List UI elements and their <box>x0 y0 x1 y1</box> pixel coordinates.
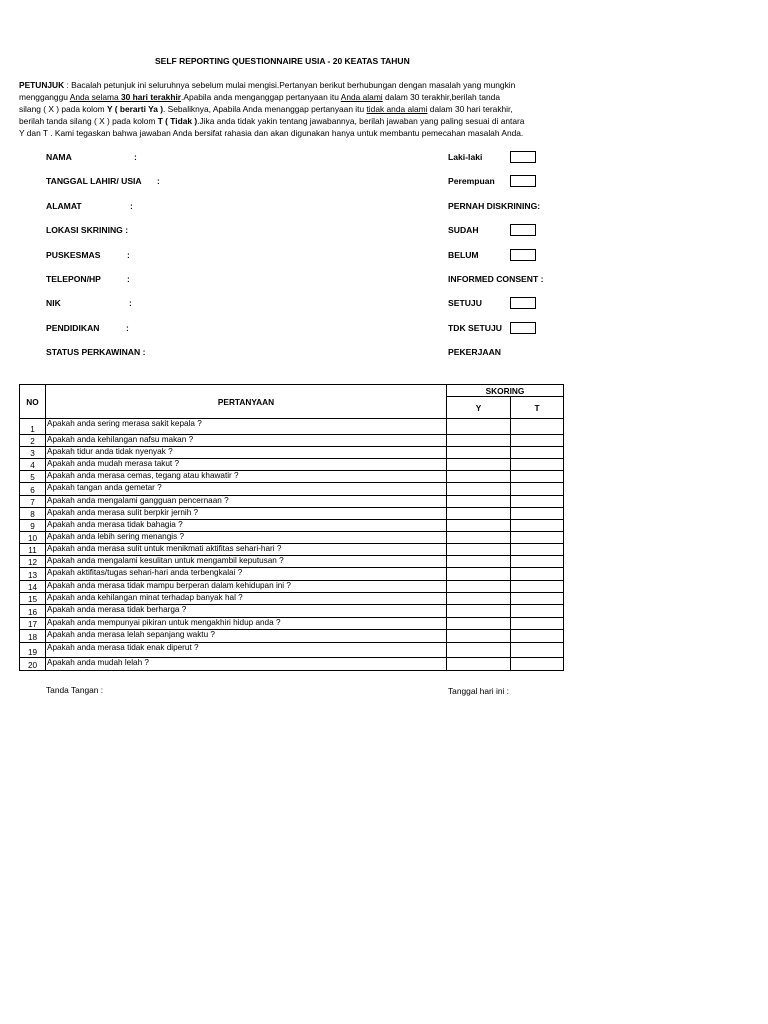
field-tanggal-lahir-label: TANGGAL LAHIR/ USIA <box>46 176 142 186</box>
table-row <box>20 581 564 593</box>
table-row <box>20 618 564 630</box>
gender-female-label: Perempuan <box>448 176 495 186</box>
answer-no-cell[interactable] <box>511 532 564 544</box>
row-number: 6 <box>20 483 46 496</box>
table-row <box>20 496 564 508</box>
row-number: 14 <box>20 581 46 593</box>
gender-male-label: Laki-laki <box>448 152 483 162</box>
answer-yes-cell[interactable] <box>447 483 511 496</box>
instructions-text: dalam 30 terakhir,berilah tanda <box>382 92 500 102</box>
signature-label: Tanda Tangan : <box>46 685 104 695</box>
row-question: Apakah anda mudah merasa takut ? <box>46 459 447 471</box>
row-number: 5 <box>20 471 46 483</box>
table-row <box>20 459 564 471</box>
answer-yes-cell[interactable] <box>447 643 511 658</box>
answer-no-cell[interactable] <box>511 435 564 447</box>
row-question: Apakah anda kehilangan nafsu makan ? <box>46 435 447 447</box>
row-number: 12 <box>20 556 46 568</box>
instructions-text: : Bacalah petunjuk ini seluruhnya sebelum mulai mengisi.Pertanyan berikut berhubungan dengan masalah yang mungkin <box>64 80 516 90</box>
table-row <box>20 435 564 447</box>
table-row <box>20 593 564 605</box>
instructions-text: berilah tanda silang ( X ) pada kolom <box>19 116 158 126</box>
field-telepon-label: TELEPON/HP <box>46 274 101 284</box>
instructions-label: PETUNJUK <box>19 80 65 90</box>
field-pendidikan-label: PENDIDIKAN <box>46 323 100 333</box>
table-row <box>20 508 564 520</box>
row-question: Apakah anda merasa sulit untuk menikmati aktifitas sehari-hari ? <box>46 544 447 556</box>
answer-yes-cell[interactable] <box>447 419 511 435</box>
row-number: 8 <box>20 508 46 520</box>
instructions-underline: Anda selama <box>69 92 121 102</box>
answer-no-cell[interactable] <box>511 581 564 593</box>
answer-yes-cell[interactable] <box>447 532 511 544</box>
instructions-text: mengganggu <box>19 92 70 102</box>
answer-no-cell[interactable] <box>511 618 564 630</box>
answer-yes-cell[interactable] <box>447 447 511 459</box>
answer-no-cell[interactable] <box>511 630 564 643</box>
field-nik-label: NIK <box>46 298 61 308</box>
answer-no-cell[interactable] <box>511 593 564 605</box>
date-label: Tanggal hari ini : <box>448 686 509 696</box>
row-question: Apakah anda merasa tidak mampu berperan dalam kehidupan ini ? <box>46 581 447 593</box>
instructions-line-3 <box>19 103 564 115</box>
answer-yes-cell[interactable] <box>447 459 511 471</box>
row-number: 1 <box>20 419 46 435</box>
row-question: Apakah anda mengalami gangguan pencernaan ? <box>46 496 447 508</box>
row-number: 7 <box>20 496 46 508</box>
row-number: 20 <box>20 658 46 671</box>
page-title: SELF REPORTING QUESTIONNAIRE USIA - 20 KEATAS TAHUN <box>155 56 410 66</box>
answer-yes-cell[interactable] <box>447 618 511 630</box>
table-row <box>20 520 564 532</box>
answer-no-cell[interactable] <box>511 471 564 483</box>
row-question: Apakah anda sering merasa sakit kepala ? <box>46 419 447 435</box>
instructions-text: .Apabila anda menganggap pertanyaan itu <box>181 92 341 102</box>
header-no-answer: T <box>511 397 564 419</box>
table-row <box>20 419 564 435</box>
table-row <box>20 532 564 544</box>
row-question: Apakah anda merasa lelah sepanjang waktu ? <box>46 630 447 643</box>
answer-no-cell[interactable] <box>511 419 564 435</box>
row-question: Apakah anda merasa tidak bahagia ? <box>46 520 447 532</box>
answer-yes-cell[interactable] <box>447 605 511 618</box>
field-puskesmas-label: PUSKESMAS <box>46 250 101 260</box>
answer-no-cell[interactable] <box>511 556 564 568</box>
table-row <box>20 544 564 556</box>
row-question: Apakah anda merasa sulit berpkir jernih ? <box>46 508 447 520</box>
header-yes: Y <box>447 397 511 419</box>
instructions-line-2 <box>19 91 564 103</box>
instructions-emphasis: T ( Tidak ) <box>157 116 198 126</box>
gender-female-checkbox[interactable] <box>510 175 536 187</box>
answer-no-cell[interactable] <box>511 483 564 496</box>
answer-yes-cell[interactable] <box>447 544 511 556</box>
row-question: Apakah anda merasa tidak enak diperut ? <box>46 643 447 658</box>
answer-no-cell[interactable] <box>511 658 564 671</box>
answer-no-cell[interactable] <box>511 508 564 520</box>
instructions-emphasis: 30 hari terakhir <box>120 92 182 102</box>
consent-disagree-label: TDK SETUJU <box>448 323 502 333</box>
instructions-text: .Jika anda tidak yakin tentang jawabannya, berilah jawaban yang paling sesuai di antara <box>197 116 525 126</box>
field-lokasi-skrining-label: LOKASI SKRINING : <box>46 225 129 235</box>
answer-no-cell[interactable] <box>511 447 564 459</box>
consent-agree-label: SETUJU <box>448 298 482 308</box>
row-number: 16 <box>20 605 46 618</box>
questionnaire-table <box>19 384 564 671</box>
answer-no-cell[interactable] <box>511 544 564 556</box>
answer-yes-cell[interactable] <box>447 496 511 508</box>
header-scoring: SKORING <box>447 385 564 397</box>
instructions-line-5: Y dan T . Kami tegaskan bahwa jawaban Anda bersifat rahasia dan akan digunakan hanya untuk membantu pemecahan masalah Anda. <box>19 128 524 138</box>
row-question: Apakah anda merasa tidak berharga ? <box>46 605 447 618</box>
field-nama-colon: : <box>134 152 137 162</box>
instructions-line-1 <box>19 79 564 91</box>
consent-disagree-checkbox[interactable] <box>510 322 536 334</box>
answer-yes-cell[interactable] <box>447 658 511 671</box>
answer-yes-cell[interactable] <box>447 581 511 593</box>
table-row <box>20 643 564 658</box>
field-alamat-colon: : <box>130 201 133 211</box>
answer-no-cell[interactable] <box>511 459 564 471</box>
row-question: Apakah anda kehilangan minat terhadap banyak hal ? <box>46 593 447 605</box>
row-question: Apakah aktifitas/tugas sehari-hari anda terbengkalai ? <box>46 568 447 581</box>
table-row <box>20 630 564 643</box>
answer-no-cell[interactable] <box>511 605 564 618</box>
answer-yes-cell[interactable] <box>447 593 511 605</box>
instructions-text: silang ( X ) pada kolom <box>19 104 107 114</box>
answer-yes-cell[interactable] <box>447 435 511 447</box>
header-question: PERTANYAAN <box>46 385 447 419</box>
instructions-text: . Sebaliknya, Apabila Anda menanggap pertanyaan itu <box>163 104 367 114</box>
table-row <box>20 447 564 459</box>
field-nama-label: NAMA <box>46 152 72 162</box>
occupation-label: PEKERJAAN <box>448 347 502 357</box>
table-row <box>20 605 564 618</box>
field-telepon-colon: : <box>127 274 130 284</box>
table-row <box>20 556 564 568</box>
row-number: 19 <box>20 643 46 658</box>
field-puskesmas-colon: : <box>127 250 130 260</box>
answer-no-cell[interactable] <box>511 520 564 532</box>
row-question: Apakah tangan anda gemetar ? <box>46 483 447 496</box>
field-nik-colon: : <box>129 298 132 308</box>
answer-no-cell[interactable] <box>511 568 564 581</box>
field-tanggal-lahir-colon: : <box>157 176 160 186</box>
row-question: Apakah anda merasa cemas, tegang atau khawatir ? <box>46 471 447 483</box>
row-question: Apakah anda lebih sering menangis ? <box>46 532 447 544</box>
row-number: 10 <box>20 532 46 544</box>
row-question: Apakah anda mengalami kesulitan untuk mengambil keputusan ? <box>46 556 447 568</box>
row-number: 4 <box>20 459 46 471</box>
screened-yes-label: SUDAH <box>448 225 479 235</box>
row-question: Apakah tidur anda tidak nyenyak ? <box>46 447 447 459</box>
header-no: NO <box>20 385 46 419</box>
consent-agree-checkbox[interactable] <box>510 297 536 309</box>
answer-yes-cell[interactable] <box>447 471 511 483</box>
table-row <box>20 568 564 581</box>
screened-yes-checkbox[interactable] <box>510 224 536 236</box>
answer-no-cell[interactable] <box>511 496 564 508</box>
table-row <box>20 471 564 483</box>
informed-consent-label: INFORMED CONSENT : <box>448 274 544 284</box>
row-question: Apakah anda mempunyai pikiran untuk mengakhiri hidup anda ? <box>46 618 447 630</box>
row-number: 15 <box>20 593 46 605</box>
table-row <box>20 483 564 496</box>
instructions-line-4 <box>19 115 564 127</box>
row-number: 13 <box>20 568 46 581</box>
gender-male-checkbox[interactable] <box>510 151 536 163</box>
row-question: Apakah anda mudah lelah ? <box>46 658 447 671</box>
screened-no-checkbox[interactable] <box>510 249 536 261</box>
instructions-text: dalam 30 hari terakhir, <box>427 104 513 114</box>
screened-before-label: PERNAH DISKRINING: <box>448 201 541 211</box>
row-number: 9 <box>20 520 46 532</box>
answer-yes-cell[interactable] <box>447 520 511 532</box>
field-status-perkawinan-label: STATUS PERKAWINAN : <box>46 347 146 357</box>
instructions-underline: tidak anda alami <box>366 104 428 114</box>
answer-yes-cell[interactable] <box>447 556 511 568</box>
row-number: 3 <box>20 447 46 459</box>
instructions-underline: Anda alami <box>340 92 383 102</box>
row-number: 11 <box>20 544 46 556</box>
field-alamat-label: ALAMAT <box>46 201 82 211</box>
answer-yes-cell[interactable] <box>447 568 511 581</box>
row-number: 18 <box>20 630 46 643</box>
answer-yes-cell[interactable] <box>447 630 511 643</box>
row-number: 17 <box>20 618 46 630</box>
answer-yes-cell[interactable] <box>447 508 511 520</box>
screened-no-label: BELUM <box>448 250 479 260</box>
table-row <box>20 658 564 671</box>
answer-no-cell[interactable] <box>511 643 564 658</box>
row-number: 2 <box>20 435 46 447</box>
instructions-emphasis: Y ( berarti Ya ) <box>106 104 163 114</box>
field-pendidikan-colon: : <box>126 323 129 333</box>
